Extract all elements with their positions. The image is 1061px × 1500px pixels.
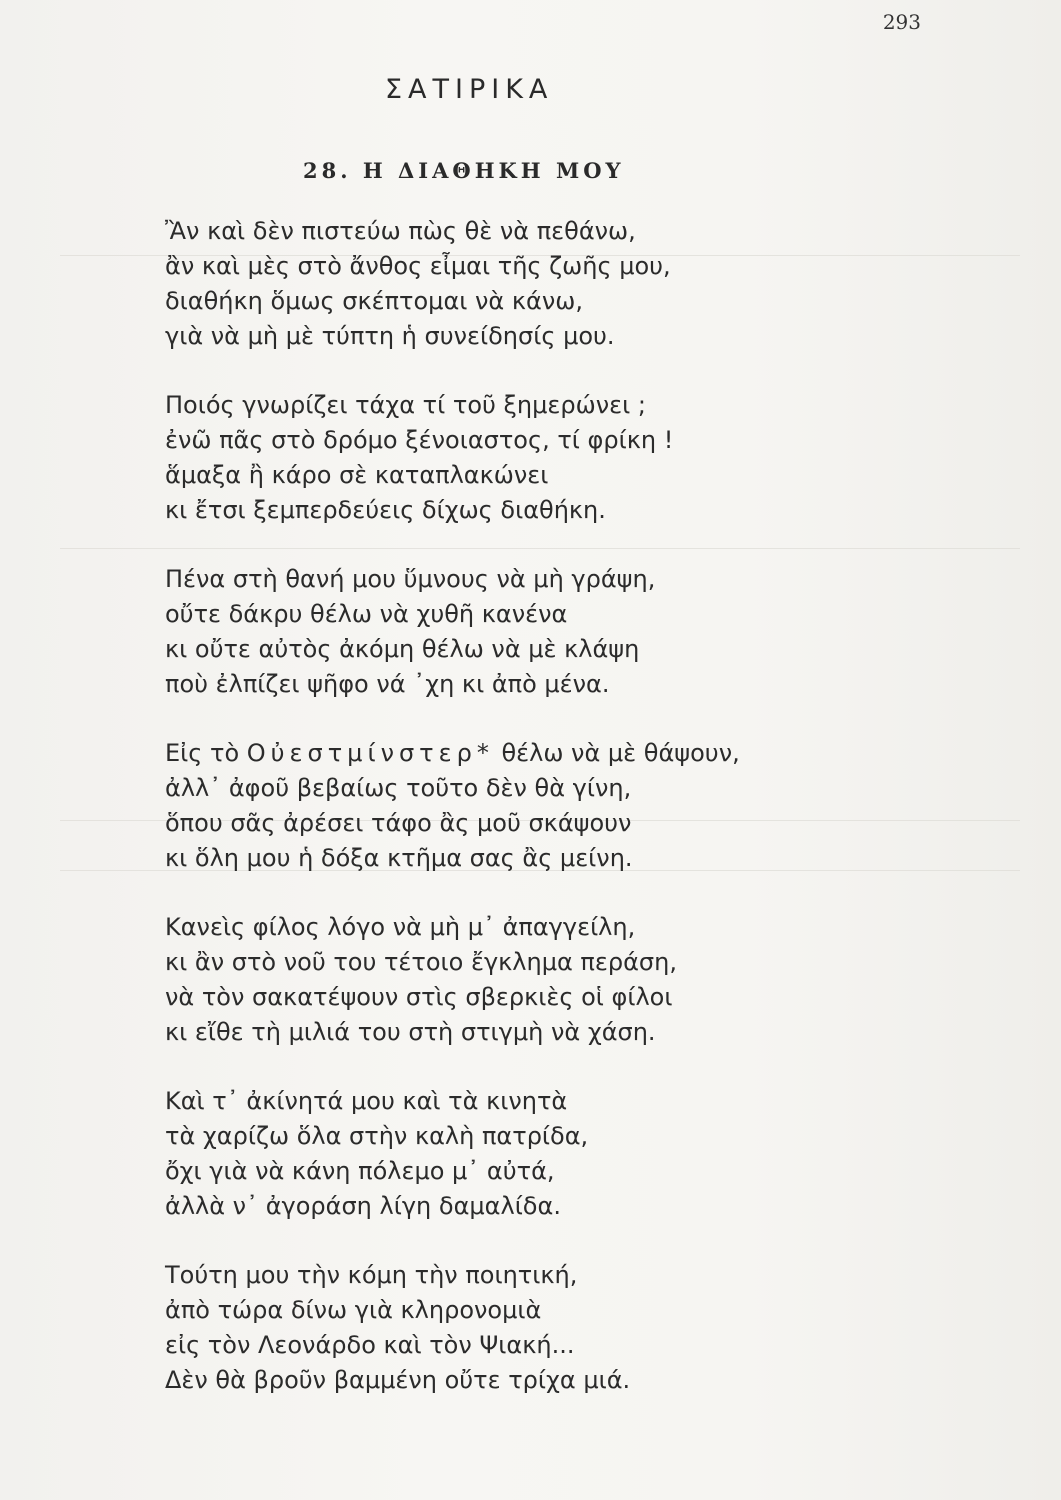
poem-line: κι ἂν στὸ νοῦ του τέτοιο ἔγκλημα περάση, bbox=[165, 948, 677, 976]
poem-line: ἀλλὰ ν᾿ ἀγοράση λίγη δαμαλίδα. bbox=[165, 1192, 561, 1220]
poem-line: Τούτη μου τὴν κόμη τὴν ποιητική, bbox=[165, 1261, 578, 1289]
poem-line: κι ἔτσι ξεμπερδεύεις δίχως διαθήκη. bbox=[165, 496, 606, 524]
poem-line: ἀπὸ τώρα δίνω γιὰ κληρονομιὰ bbox=[165, 1296, 542, 1324]
poem-line-prefix: Εἰς τὸ bbox=[165, 739, 247, 767]
poem-line: τὰ χαρίζω ὅλα στὴν καλὴ πατρίδα, bbox=[165, 1122, 589, 1150]
section-title: ΣΑΤΙΡΙΚΑ bbox=[385, 74, 554, 105]
poem-line: ποὺ ἐλπίζει ψῆφο νά ᾿χη κι ἀπὸ μένα. bbox=[165, 670, 610, 698]
poem-line bbox=[165, 736, 865, 771]
poem-line: εἰς τὸν Λεονάρδο καὶ τὸν Ψιακή... bbox=[165, 1331, 575, 1359]
stanza-7 bbox=[165, 1258, 865, 1398]
poem-line: κι ὅλη μου ἡ δόξα κτῆμα σας ἂς μείνη. bbox=[165, 844, 633, 872]
poem-line: οὔτε δάκρυ θέλω νὰ χυθῆ κανένα bbox=[165, 600, 568, 628]
stanza-1 bbox=[165, 214, 865, 354]
poem-line: ὄχι γιὰ νὰ κάνη πόλεμο μ᾿ αὐτά, bbox=[165, 1157, 555, 1185]
poem-line: Κανεὶς φίλος λόγο νὰ μὴ μ᾿ ἀπαγγείλη, bbox=[165, 913, 636, 941]
stanza-6 bbox=[165, 1084, 865, 1224]
stanza-3 bbox=[165, 562, 865, 702]
poem-line: διαθήκη ὅμως σκέπτομαι νὰ κάνω, bbox=[165, 287, 583, 315]
poem-line: Καὶ τ᾿ ἀκίνητά μου καὶ τὰ κινητὰ bbox=[165, 1087, 568, 1115]
poem-line: κι οὔτε αὐτὸς ἀκόμη θέλω νὰ μὲ κλάψη bbox=[165, 635, 640, 663]
stanza-4 bbox=[165, 736, 865, 876]
westminster-spaced-word: Οὐεστμίνστερ* bbox=[246, 739, 494, 767]
stanza-2 bbox=[165, 388, 865, 528]
poem-line-suffix: θέλω νὰ μὲ θάψουν, bbox=[493, 739, 740, 767]
poem-line: νὰ τὸν σακατέψουν στὶς σβερκιὲς οἱ φίλοι bbox=[165, 983, 673, 1011]
poem-line: Πένα στὴ θανή μου ὕμνους νὰ μὴ γράψη, bbox=[165, 565, 656, 593]
poem-line: ἀλλ᾿ ἀφοῦ βεβαίως τοῦτο δὲν θὰ γίνη, bbox=[165, 774, 632, 802]
poem-line: ἐνῶ πᾶς στὸ δρόμο ξένοιαστος, τί φρίκη ! bbox=[165, 426, 674, 454]
poem-line: Ποιός γνωρίζει τάχα τί τοῦ ξημερώνει ; bbox=[165, 391, 646, 419]
poem-title: 28. Η ΔΙΑΘΗΚΗ ΜΟΥ bbox=[303, 158, 625, 183]
stanza-5 bbox=[165, 910, 865, 1050]
poem-line: κι εἴθε τὴ μιλιά του στὴ στιγμὴ νὰ χάση. bbox=[165, 1018, 656, 1046]
poem-body bbox=[165, 214, 865, 1432]
page-number: 293 bbox=[882, 10, 921, 34]
poem-line: γιὰ νὰ μὴ μὲ τύπτη ἡ συνείδησίς μου. bbox=[165, 322, 615, 350]
poem-line: ὅπου σᾶς ἀρέσει τάφο ἂς μοῦ σκάψουν bbox=[165, 809, 632, 837]
poem-line: Ἂν καὶ δὲν πιστεύω πὼς θὲ νὰ πεθάνω, bbox=[165, 217, 636, 245]
poem-line: ἅμαξα ἢ κάρο σὲ καταπλακώνει bbox=[165, 461, 549, 489]
poem-line: Δὲν θὰ βροῦν βαμμένη οὔτε τρίχα μιά. bbox=[165, 1366, 631, 1394]
poem-line: ἂν καὶ μὲς στὸ ἄνθος εἶμαι τῆς ζωῆς μου, bbox=[165, 252, 671, 280]
